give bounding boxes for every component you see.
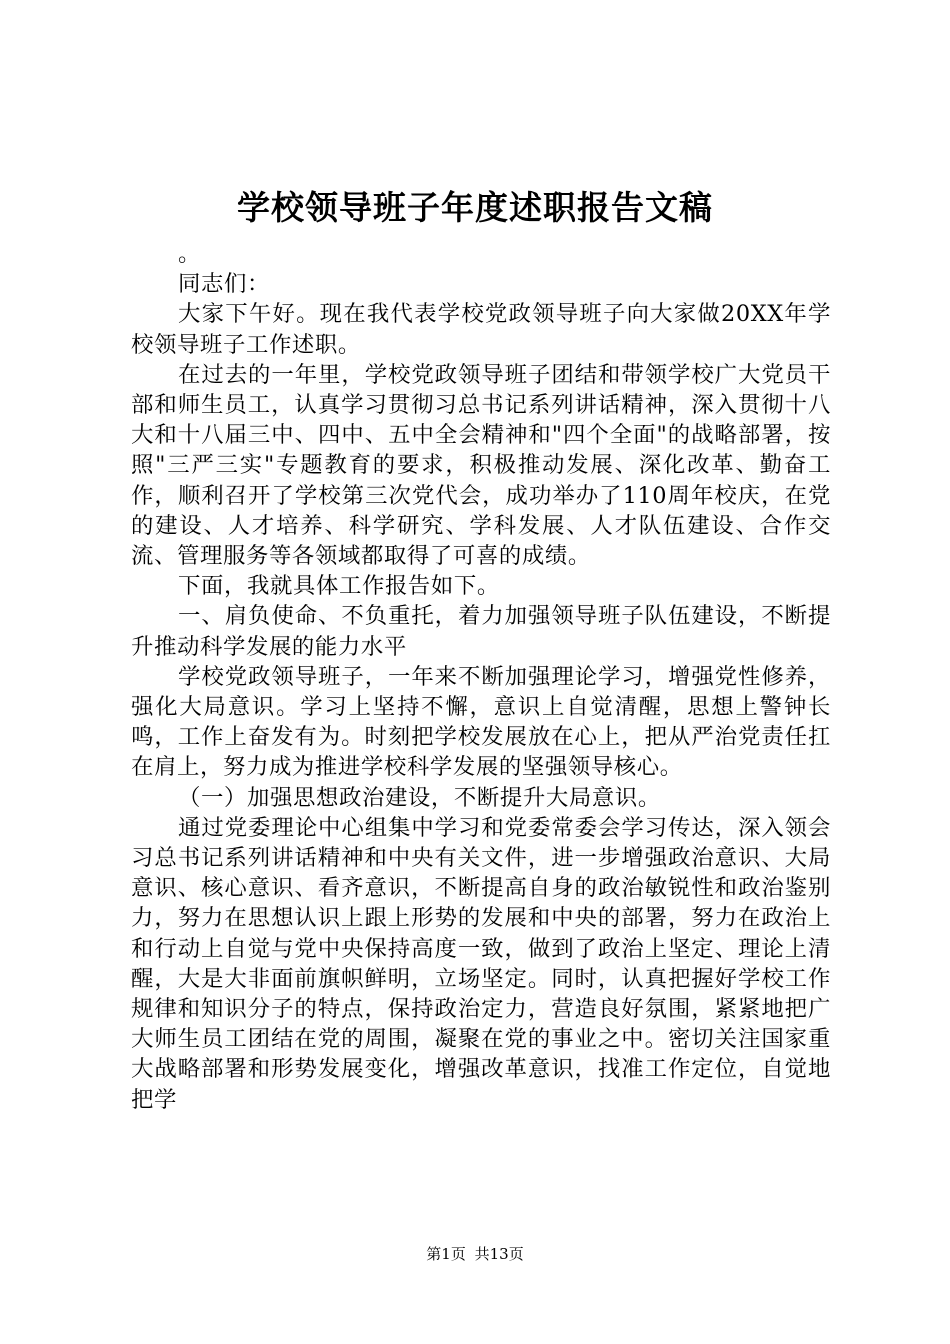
paragraph: 大家下午好。现在我代表学校党政领导班子向大家做20XX年学校领导班子工作述职。 — [131, 301, 831, 358]
subsection-heading: （一）加强思想政治建设，不断提升大局意识。 — [178, 784, 661, 811]
paragraph-salutation: 同志们： — [178, 271, 270, 298]
paragraph: 通过党委理论中心组集中学习和党委常委会学习传达，深入领会习总书记系列讲话精神和中央有关文件，进一步增强政治意识、大局意识、核心意识、看齐意识，不断提高自身的政治敏锐性和政治鉴别力，努力在思想认识上跟上形势的发展和中央的部署，努力在政治上和行动上自觉与党中央保持高度一致，做到了政治上坚定、理论上清醒，大是大非面前旗帜鲜明，立场坚定。同时，认真把握好学校工作规律和知识分子的特点，保持政治定力，营造良好氛围，紧紧地把广大师生员工团结在党的周围，凝聚在党的事业之中。密切关注国家重大战略部署和形势发展变化，增强改革意识，找准工作定位，自觉地把学 — [131, 814, 831, 1113]
paragraph: 学校党政领导班子，一年来不断加强理论学习，增强党性修养，强化大局意识。学习上坚持不懈，意识上自觉清醒，思想上警钟长鸣，工作上奋发有为。时刻把学校发展放在心上，把从严治党责任扛在肩上，努力成为推进学校科学发展的坚强领导核心。 — [131, 663, 831, 781]
paragraph: 在过去的一年里，学校党政领导班子团结和带领学校广大党员干部和师生员工，认真学习贯彻习总书记系列讲话精神，深入贯彻十八大和十八届三中、四中、五中全会精神和"四个全面"的战略部署，按照"三严三实"专题教育的要求，积极推动发展、深化改革、勤奋工作，顺利召开了学校第三次党代会，成功举办了110周年校庆，在党的建设、人才培养、科学研究、学科发展、人才队伍建设、合作交流、管理服务等各领域都取得了可喜的成绩。 — [131, 361, 831, 570]
paragraph: 下面，我就具体工作报告如下。 — [178, 573, 500, 600]
section-heading: 一、肩负使命、不负重托，着力加强领导班子队伍建设，不断提升推动科学发展的能力水平 — [131, 603, 831, 660]
paragraph: 。 — [178, 241, 202, 267]
page-number: 第1页 — [426, 1245, 466, 1263]
page-total: 共13页 — [474, 1245, 524, 1263]
page-footer — [0, 1244, 950, 1264]
document-title: 学校领导班子年度述职报告文稿 — [237, 188, 713, 227]
document-body — [131, 239, 831, 1115]
